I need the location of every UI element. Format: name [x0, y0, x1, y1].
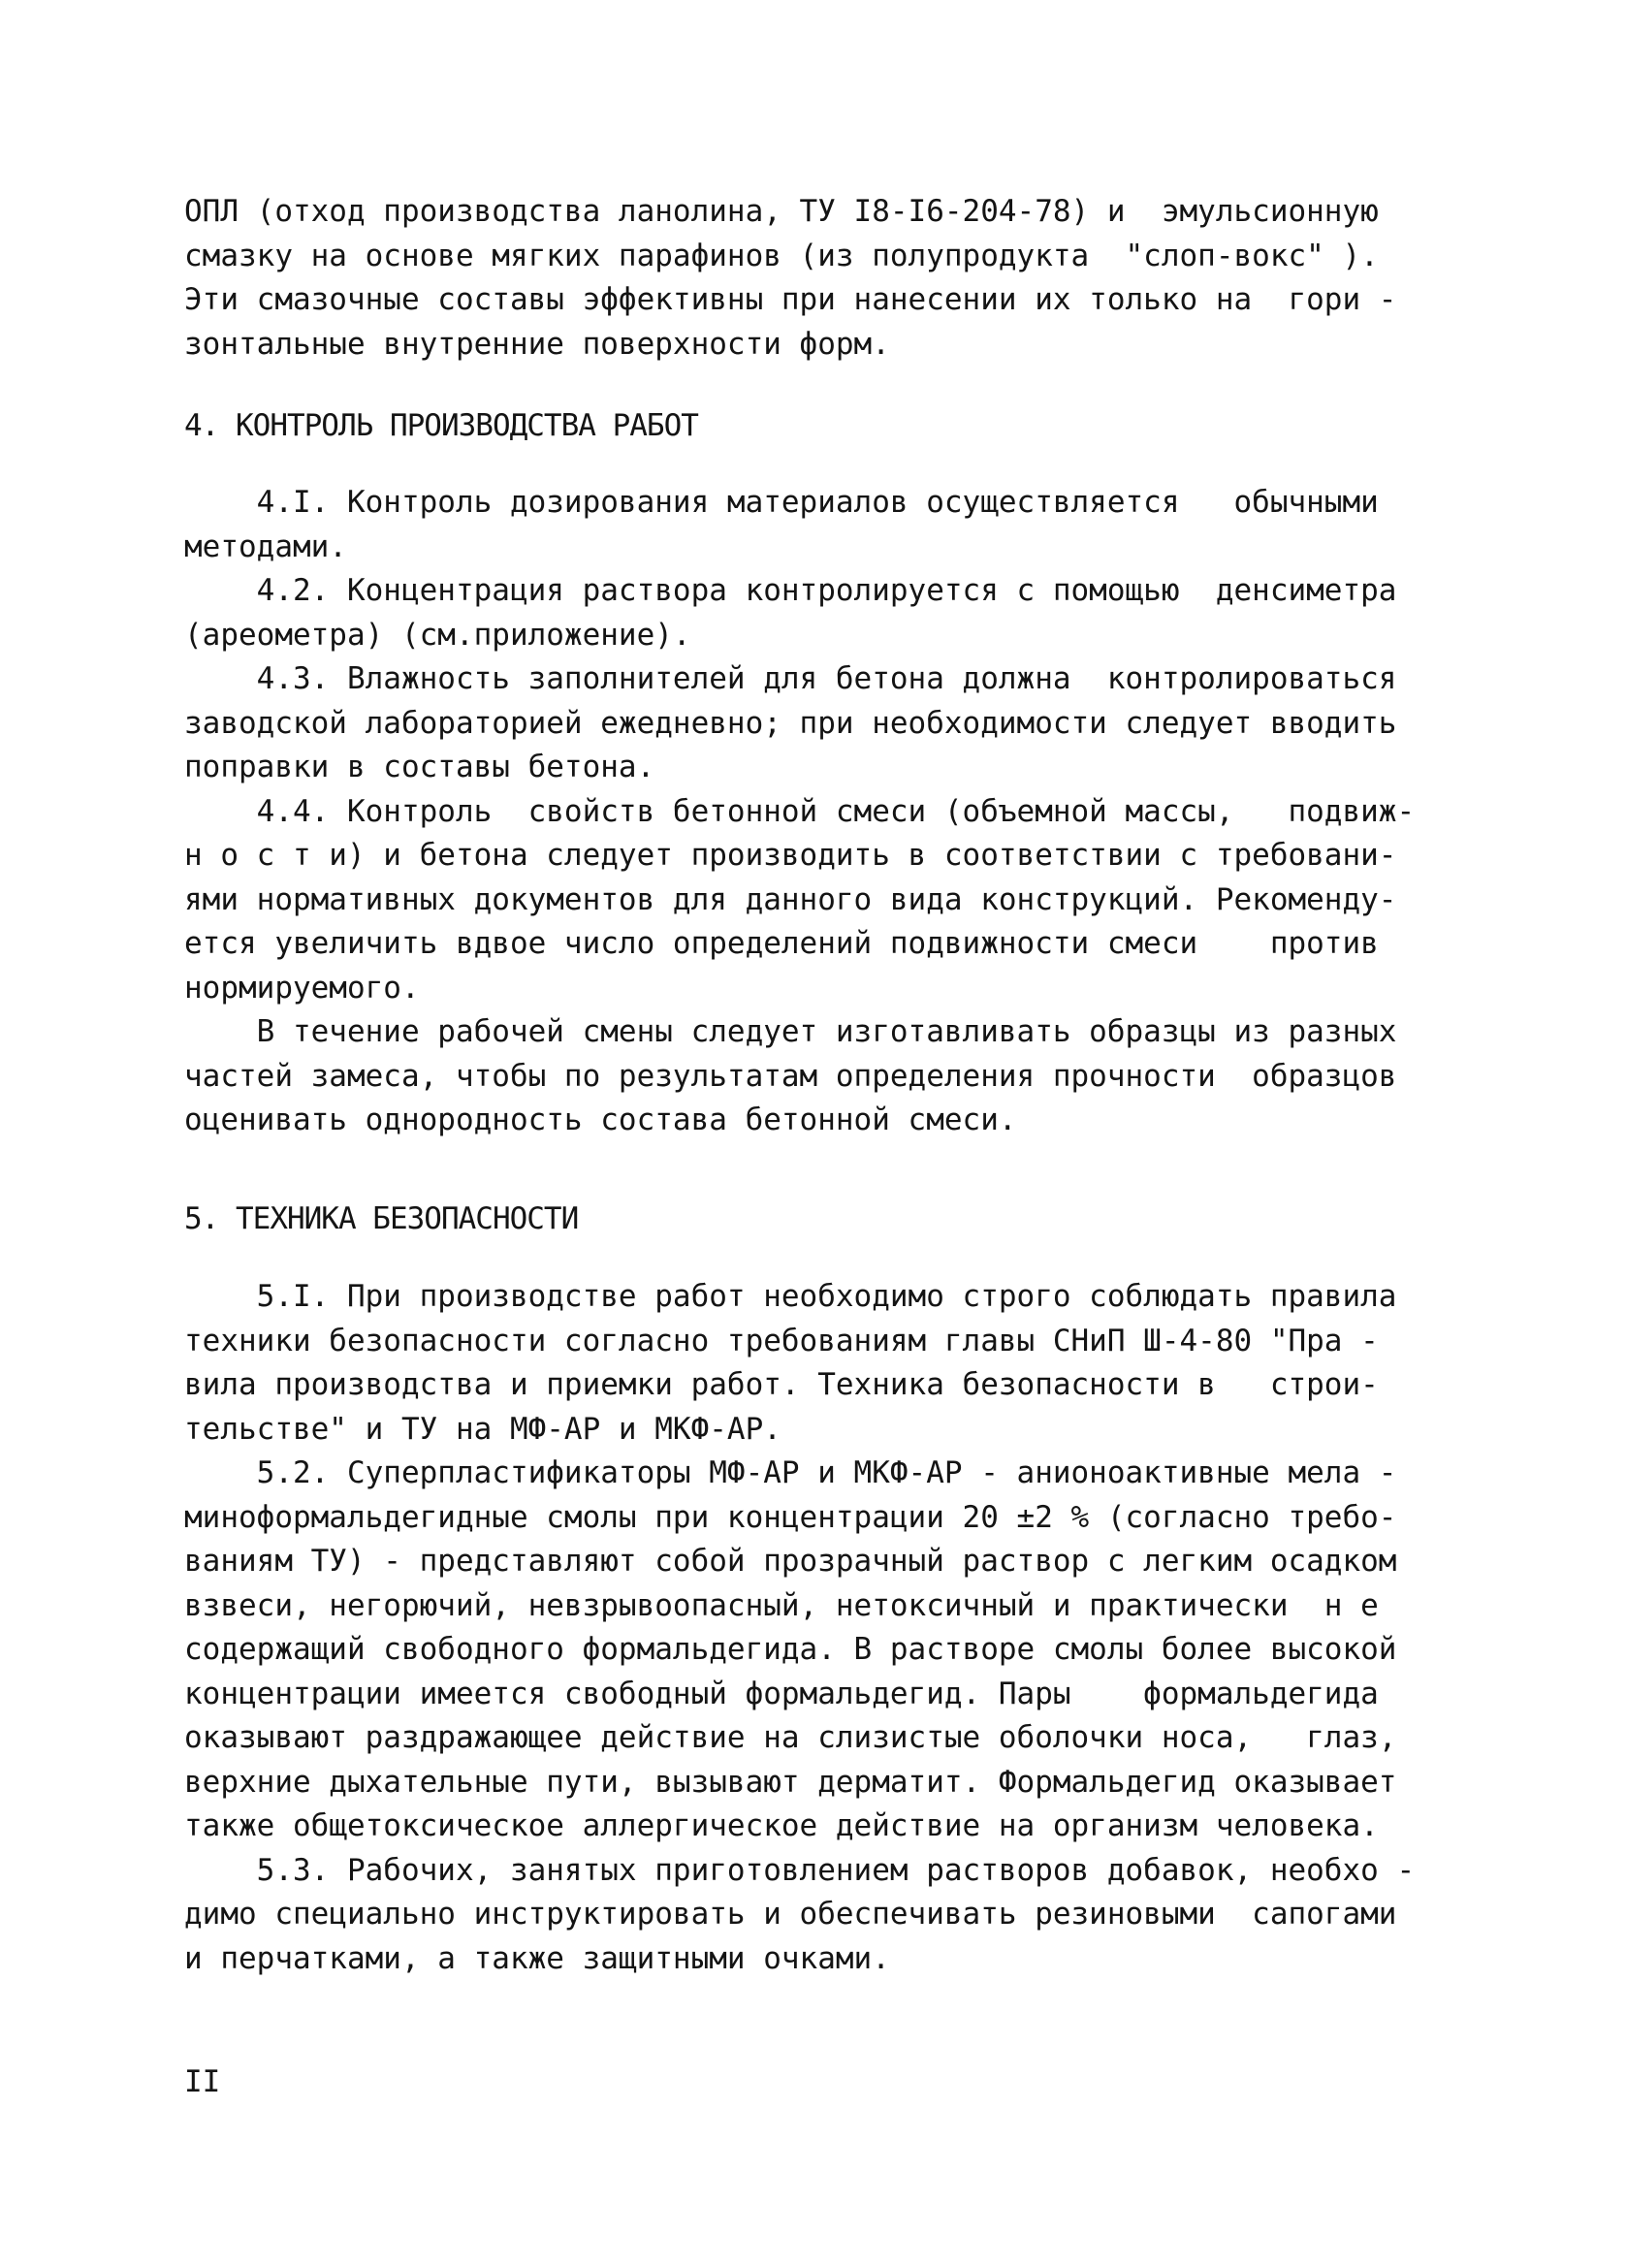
text-line: нормируемого. [184, 970, 420, 1006]
text-line: ется увеличить вдвое число определений подвижности смеси против [184, 926, 1379, 961]
text-line: 5.I. При производстве работ необходимо строго соблюдать правила [184, 1279, 1397, 1314]
text-line: ОПЛ (отход производства ланолина, ТУ I8-I6-204-78) и эмульсионную [184, 194, 1379, 229]
text-line: оказывают раздражающее действие на слизистые оболочки носа, глаз, [184, 1720, 1397, 1755]
text-line: методами. [184, 528, 347, 564]
text-line: частей замеса, чтобы по результатам определения прочности образцов [184, 1058, 1397, 1094]
text-line: зонтальные внутренние поверхности форм. [184, 326, 890, 362]
section-5-heading: 5. ТЕХНИКА БЕЗОПАСНОСТИ [184, 1201, 579, 1236]
section-4-body [184, 481, 1445, 1143]
section-4-heading: 4. КОНТРОЛЬ ПРОИЗВОДСТВА РАБОТ [184, 408, 698, 443]
text-line: Эти смазочные составы эффективны при нанесении их только на гори - [184, 282, 1397, 317]
text-line: В течение рабочей смены следует изготавливать образцы из разных [184, 1014, 1397, 1049]
intro-paragraph [184, 190, 1445, 367]
text-line: (ареометра) (см.приложение). [184, 617, 691, 653]
section-5-body [184, 1275, 1445, 1981]
text-line: концентрации имеется свободный формальдегид. Пары формальдегида [184, 1676, 1379, 1711]
text-line: и перчатками, а также защитными очками. [184, 1940, 890, 1976]
text-line: 4.2. Концентрация раствора контролируется с помощью денсиметра [184, 573, 1397, 608]
text-line: смазку на основе мягких парафинов (из полупродукта "слоп-вокс" ). [184, 238, 1379, 273]
text-line: поправки в составы бетона. [184, 750, 655, 784]
text-line: содержащий свободного формальдегида. В растворе смолы более высокой [184, 1632, 1397, 1667]
page-number: II [184, 2064, 221, 2099]
text-line: заводской лабораторией ежедневно; при необходимости следует вводить [184, 705, 1397, 741]
text-line: 5.3. Рабочих, занятых приготовлением растворов добавок, необхо - [184, 1852, 1416, 1888]
text-line: димо специально инструктировать и обеспечивать резиновыми сапогами [184, 1897, 1397, 1932]
text-line: вила производства и приемки работ. Техника безопасности в строи- [184, 1367, 1379, 1402]
text-line: 5.2. Суперпластификаторы МФ-АР и МКФ-АР - анионоактивные мела - [184, 1455, 1397, 1490]
text-line: н о с т и) и бетона следует производить в соответствии с требовани- [184, 838, 1397, 873]
text-line: оценивать однородность состава бетонной смеси. [184, 1102, 1017, 1137]
text-line: техники безопасности согласно требованиям главы СНиП Ш-4-80 "Пра - [184, 1323, 1379, 1358]
text-line: верхние дыхательные пути, вызывают дерматит. Формальдегид оказывает [184, 1764, 1397, 1800]
text-line: также общетоксическое аллергическое действие на организм человека. [184, 1808, 1379, 1843]
text-line: взвеси, негорючий, невзрывоопасный, нетоксичный и практически н е [184, 1587, 1379, 1623]
text-line: 4.I. Контроль дозирования материалов осуществляется обычными [184, 485, 1379, 520]
text-line: ями нормативных документов для данного вида конструкций. Рекоменду- [184, 881, 1397, 917]
text-line: 4.4. Контроль свойств бетонной смеси (объемной массы, подвиж- [184, 793, 1416, 829]
text-line: 4.3. Влажность заполнителей для бетона должна контролироваться [184, 661, 1397, 696]
text-line: тельстве" и ТУ на МФ-АР и МКФ-АР. [184, 1411, 781, 1447]
text-line: миноформальдегидные смолы при концентрации 20 ±2 % (согласно требо- [184, 1499, 1397, 1535]
text-line: ваниям ТУ) - представляют собой прозрачный раствор с легким осадком [184, 1544, 1397, 1579]
